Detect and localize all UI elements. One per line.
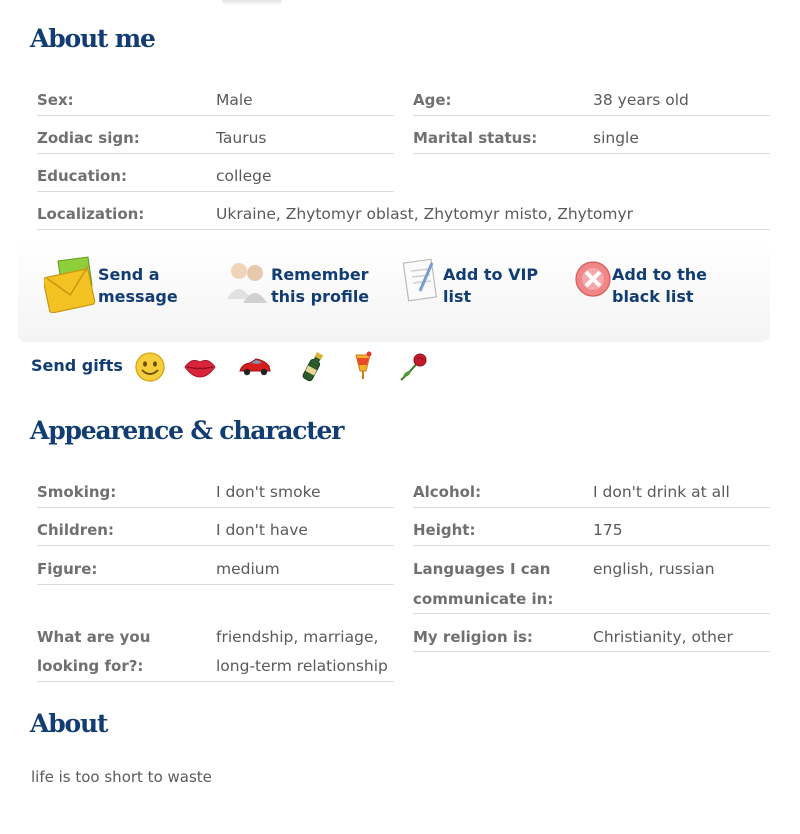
languages-label-line-2: communicate in: <box>413 590 554 608</box>
cocktail-icon[interactable] <box>346 350 380 384</box>
age-label: Age: <box>413 91 452 109</box>
section-heading-about: About <box>30 709 108 738</box>
children-value: I don't have <box>216 521 308 539</box>
sex-value: Male <box>216 91 253 109</box>
smiley-icon[interactable] <box>133 350 167 384</box>
looking-for-value-line-1: friendship, marriage, <box>216 628 379 646</box>
add-to-vip-text-2: list <box>443 287 472 306</box>
smoking-label: Smoking: <box>37 483 117 501</box>
localization-label: Localization: <box>37 205 145 223</box>
looking-for-label-line-1: What are you <box>37 628 151 646</box>
looking-for-label-line-2: looking for?: <box>37 657 144 675</box>
lips-icon[interactable] <box>183 350 217 384</box>
marital-status-value: single <box>593 129 639 147</box>
figure-label: Figure: <box>37 560 98 578</box>
divider <box>37 507 394 508</box>
divider <box>413 115 770 116</box>
about-text: life is too short to waste <box>31 768 212 786</box>
envelope-icon <box>44 255 100 313</box>
top-decoration <box>222 0 282 6</box>
divider <box>413 507 770 508</box>
divider <box>413 545 770 546</box>
add-to-vip-text-1: Add to VIP <box>443 265 539 284</box>
divider <box>413 153 770 154</box>
send-message-button[interactable] <box>44 255 194 315</box>
height-label: Height: <box>413 521 476 539</box>
age-value: 38 years old <box>593 91 689 109</box>
languages-label-line-1: Languages I can <box>413 560 551 578</box>
divider <box>37 229 770 230</box>
sex-label: Sex: <box>37 91 74 109</box>
divider <box>413 613 770 614</box>
add-to-vip-button[interactable] <box>402 255 552 315</box>
alcohol-value: I don't drink at all <box>593 483 730 501</box>
languages-value: english, russian <box>593 560 715 578</box>
send-message-text-2: message <box>98 287 178 306</box>
zodiac-label: Zodiac sign: <box>37 129 140 147</box>
add-to-black-list-text-1: Add to the <box>612 265 707 284</box>
send-gifts-label: Send gifts <box>31 356 123 375</box>
add-to-black-list-button[interactable] <box>574 255 734 315</box>
localization-value: Ukraine, Zhytomyr oblast, Zhytomyr misto, Zhytomyr <box>216 205 634 223</box>
divider <box>37 681 394 682</box>
divider <box>37 584 394 585</box>
add-to-black-list-text-2: black list <box>612 287 694 306</box>
smoking-value: I don't smoke <box>216 483 321 501</box>
children-label: Children: <box>37 521 114 539</box>
religion-value: Christianity, other <box>593 628 733 646</box>
send-message-text-1: Send a <box>98 265 160 284</box>
education-value: college <box>216 167 272 185</box>
remember-profile-button[interactable] <box>225 255 385 315</box>
section-heading-about-me: About me <box>30 24 155 53</box>
section-heading-appearance: Appearence & character <box>30 416 344 445</box>
religion-label: My religion is: <box>413 628 533 646</box>
divider <box>37 115 394 116</box>
zodiac-value: Taurus <box>216 129 267 147</box>
divider <box>413 651 770 652</box>
divider <box>37 191 394 192</box>
looking-for-value-line-2: long-term relationship <box>216 657 388 675</box>
height-value: 175 <box>593 521 623 539</box>
users-icon <box>225 257 271 307</box>
figure-value: medium <box>216 560 280 578</box>
divider <box>37 545 394 546</box>
forbidden-icon <box>574 259 612 299</box>
remember-profile-text-2: this profile <box>271 287 370 306</box>
marital-status-label: Marital status: <box>413 129 538 147</box>
rose-icon[interactable] <box>396 350 430 384</box>
alcohol-label: Alcohol: <box>413 483 482 501</box>
champagne-icon[interactable] <box>296 350 330 384</box>
remember-profile-text-1: Remember <box>271 265 369 284</box>
document-pen-icon <box>402 257 444 311</box>
education-label: Education: <box>37 167 127 185</box>
divider <box>37 153 394 154</box>
car-icon[interactable] <box>238 350 272 384</box>
